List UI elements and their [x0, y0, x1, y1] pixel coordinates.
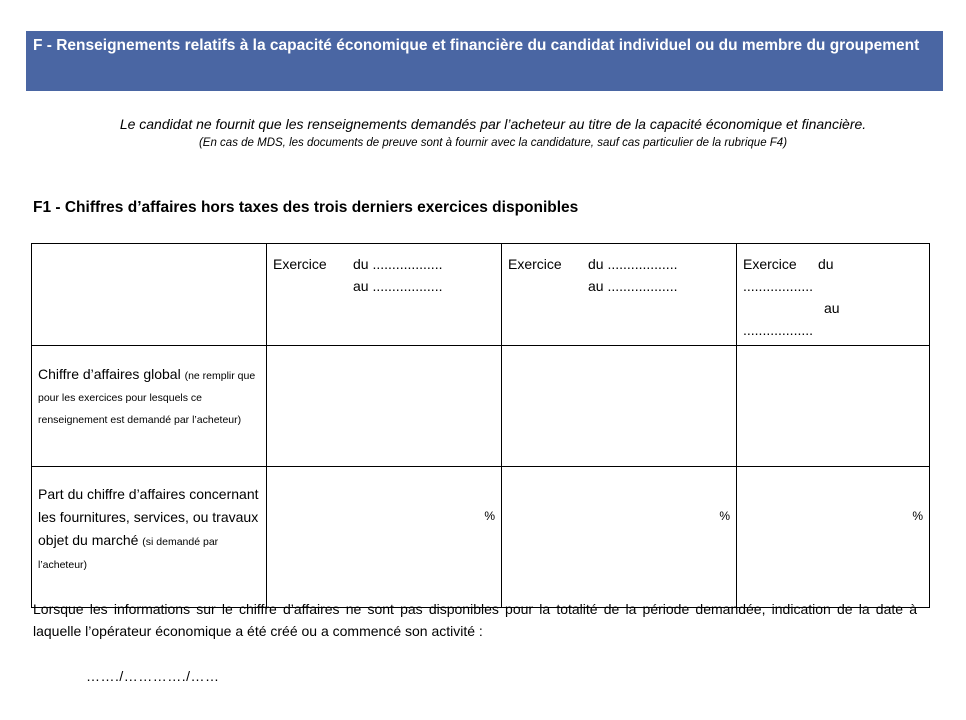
- exercise-label: Exercice: [508, 256, 562, 272]
- exercise-to-field[interactable]: ..................: [743, 322, 814, 338]
- exercise-from-field[interactable]: ..................: [743, 278, 814, 294]
- global-turnover-input-3[interactable]: [737, 346, 930, 467]
- part-turnover-note: (si demandé par l’acheteur): [38, 536, 219, 571]
- creation-date-field[interactable]: ……./…………./……: [86, 668, 220, 684]
- empty-header-cell: [32, 244, 267, 346]
- exercise-label: Exercice: [743, 256, 797, 272]
- global-turnover-label-cell: [32, 346, 267, 467]
- part-turnover-label: Part du chiffre d’affaires concernant les fournitures, services, ou travaux objet du marché: [38, 486, 259, 548]
- f1-heading: F1 - Chiffres d’affaires hors taxes des trois derniers exercices disponibles: [33, 199, 579, 216]
- exercise-to-field[interactable]: au ..................: [588, 278, 678, 294]
- intro-main-text: Le candidat ne fournit que les renseignements demandés par l’acheteur au titre de la capacité économique et financière.: [119, 116, 867, 132]
- table-row-part: [32, 467, 930, 608]
- global-turnover-input-2[interactable]: [502, 346, 737, 467]
- global-turnover-label: Chiffre d’affaires global: [38, 366, 181, 382]
- section-title-banner: [26, 31, 943, 91]
- exercise-header-3: [737, 244, 930, 346]
- exercise-header-1: [267, 244, 502, 346]
- exercise-from-field[interactable]: du ..................: [588, 256, 678, 272]
- percent-sign: %: [912, 509, 923, 523]
- global-turnover-input-1[interactable]: [267, 346, 502, 467]
- exercise-header-2: [502, 244, 737, 346]
- turnover-table: [31, 243, 930, 608]
- percent-sign: %: [484, 509, 495, 523]
- closing-paragraph: Lorsque les informations sur le chiffre d’affaires ne sont pas disponibles pour la totalité de la période demandée, indication de la date à laquelle l’opérateur économique a été créé ou a commencé son activité :: [33, 601, 917, 639]
- exercise-to-label: au: [824, 300, 840, 316]
- exercise-from-field[interactable]: du ..................: [353, 256, 443, 272]
- part-turnover-input-2[interactable]: [502, 467, 737, 608]
- section-title: F - Renseignements relatifs à la capacité économique et financière du candidat individuel ou du membre du groupement: [33, 37, 920, 54]
- table-row-global: [32, 346, 930, 467]
- part-turnover-label-cell: [32, 467, 267, 608]
- exercise-from-label: du: [818, 256, 834, 272]
- percent-sign: %: [719, 509, 730, 523]
- intro-block: [60, 113, 926, 151]
- exercise-to-field[interactable]: au ..................: [353, 278, 443, 294]
- intro-note: (En cas de MDS, les documents de preuve sont à fournir avec la candidature, sauf cas particulier de la rubrique F4): [198, 137, 788, 149]
- part-turnover-input-3[interactable]: [737, 467, 930, 608]
- global-turnover-note: (ne remplir que pour les exercices pour lesquels ce renseignement est demandé par l’acheteur): [38, 370, 256, 426]
- part-turnover-input-1[interactable]: [267, 467, 502, 608]
- exercise-label: Exercice: [273, 256, 327, 272]
- table-header-row: [32, 244, 930, 346]
